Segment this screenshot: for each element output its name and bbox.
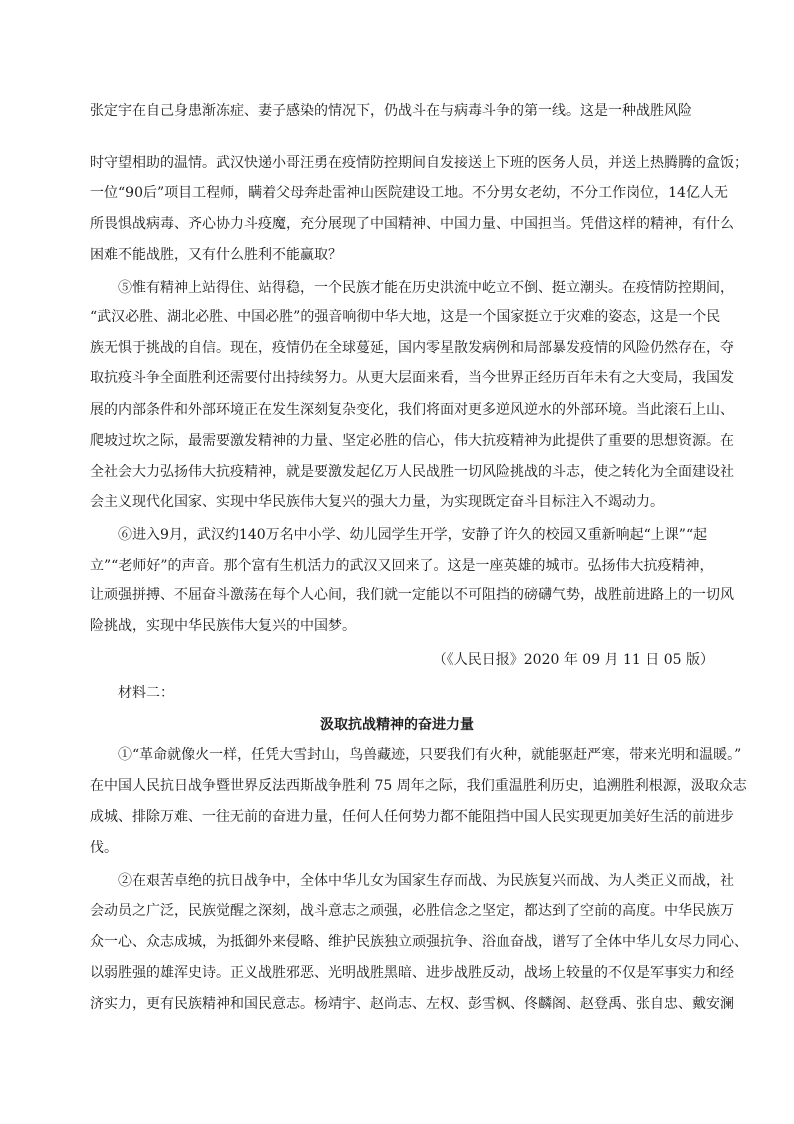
text-line: 伐。 bbox=[90, 840, 118, 856]
text-line: 爬坡过坎之际，最需要激发精神的力量、坚定必胜的信心，伟大抗疫精神为此提供了重要的思想资源。在 bbox=[90, 433, 734, 449]
source-citation: （《人民日报》2020 年 09 月 11 日 05 版） bbox=[432, 652, 714, 668]
text-line: 所畏惧战病毒、齐心协力斗疫魔，充分展现了中国精神、中国力量、中国担当。凭借这样的精神，有什么 bbox=[90, 216, 734, 232]
text-line: 展的内部条件和外部环境正在发生深刻复杂变化，我们将面对更多逆风逆水的外部环境。当此滚石上山、 bbox=[90, 402, 734, 418]
text-line: “武汉必胜、湖北必胜、中国必胜”的强音响彻中华大地，这是一个国家挺立于灾难的姿态，这是一个民 bbox=[90, 309, 721, 325]
text-line: 一位“90后”项目工程师，瞒着父母奔赴雷神山医院建设工地。不分男女老幼，不分工作岗位，14亿人无 bbox=[90, 185, 728, 201]
paragraph-5-start: ⑤惟有精神上站得住、站得稳，一个民族才能在历史洪流中屹立不倒、挺立潮头。在疫情防控期间， bbox=[118, 280, 734, 296]
paragraph-1-start: ①“革命就像火一样，任凭大雪封山，鸟兽藏迹，只要我们有火种，就能驱赶严寒，带来光明和温暖。” bbox=[118, 747, 742, 763]
text-line: 困难不能战胜，又有什么胜利不能赢取？ bbox=[90, 247, 342, 263]
article-title: 汲取抗战精神的奋进力量 bbox=[320, 717, 474, 733]
text-line: 立”“老师好”的声音。那个富有生机活力的武汉又回来了。这是一座英雄的城市。弘扬伟大抗疫精神， bbox=[90, 558, 714, 574]
text-line: 众一心、众志成城，为抵御外来侵略、维护民族独立顽强抗争、浴血奋战，谱写了全体中华儿女尽力同心、 bbox=[90, 934, 748, 950]
text-line: 以弱胜强的雄浑史诗。正义战胜邪恶、光明战胜黑暗、进步战胜反动，战场上较量的不仅是军事实力和经 bbox=[90, 965, 734, 981]
text-line: 济实力，更有民族精神和国民意志。杨靖宇、赵尚志、左权、彭雪枫、佟麟阁、赵登禹、张自忠、戴安澜 bbox=[90, 996, 734, 1012]
text-line: 全社会大力弘扬伟大抗疫精神，就是要激发起亿万人民战胜一切风险挑战的斗志，使之转化为全面建设社 bbox=[90, 464, 734, 480]
text-line: 张定宇在自己身患渐冻症、妻子感染的情况下，仍战斗在与病毒斗争的第一线。这是一种战胜风险 bbox=[90, 103, 692, 119]
text-line: 会动员之广泛，民族觉醒之深刻，战斗意志之顽强，必胜信念之坚定，都达到了空前的高度。中华民族万 bbox=[90, 903, 734, 919]
material-label: 材料二： bbox=[118, 685, 174, 701]
text-line: 时守望相助的温情。武汉快递小哥汪勇在疫情防控期间自发接送上下班的医务人员，并送上热腾腾的盒饭； bbox=[90, 155, 748, 171]
text-line: 会主义现代化国家、实现中华民族伟大复兴的强大力量，为实现既定奋斗目标注入不竭动力。 bbox=[90, 494, 664, 510]
paragraph-6-start: ⑥进入9月，武汉约140万名中小学、幼儿园学生开学，安静了许久的校园又重新响起“上课”“起 bbox=[118, 527, 708, 543]
text-line: 成城、排除万难、一往无前的奋进力量，任何人任何势力都不能阻挡中国人民实现更加美好生活的前进步 bbox=[90, 809, 734, 825]
paragraph-2-start: ②在艰苦卓绝的抗日战争中，全体中华儿女为国家生存而战、为民族复兴而战、为人类正义而战，社 bbox=[118, 873, 734, 889]
text-line: 族无惧于挑战的自信。现在，疫情仍在全球蔓延，国内零星散发病例和局部暴发疫情的风险仍然存在，夺 bbox=[90, 340, 734, 356]
text-line: 让顽强拼搏、不屈奋斗激荡在每个人心间，我们就一定能以不可阻挡的磅礴气势，战胜前进路上的一切风 bbox=[90, 587, 734, 603]
text-line: 险挑战，实现中华民族伟大复兴的中国梦。 bbox=[90, 618, 356, 634]
text-line: 取抗疫斗争全面胜利还需要付出持续努力。从更大层面来看，当今世界正经历百年未有之大变局，我国发 bbox=[90, 370, 734, 386]
text-line: 在中国人民抗日战争暨世界反法西斯战争胜利 75 周年之际，我们重温胜利历史，追溯胜利根源，汲取众志 bbox=[90, 778, 747, 794]
